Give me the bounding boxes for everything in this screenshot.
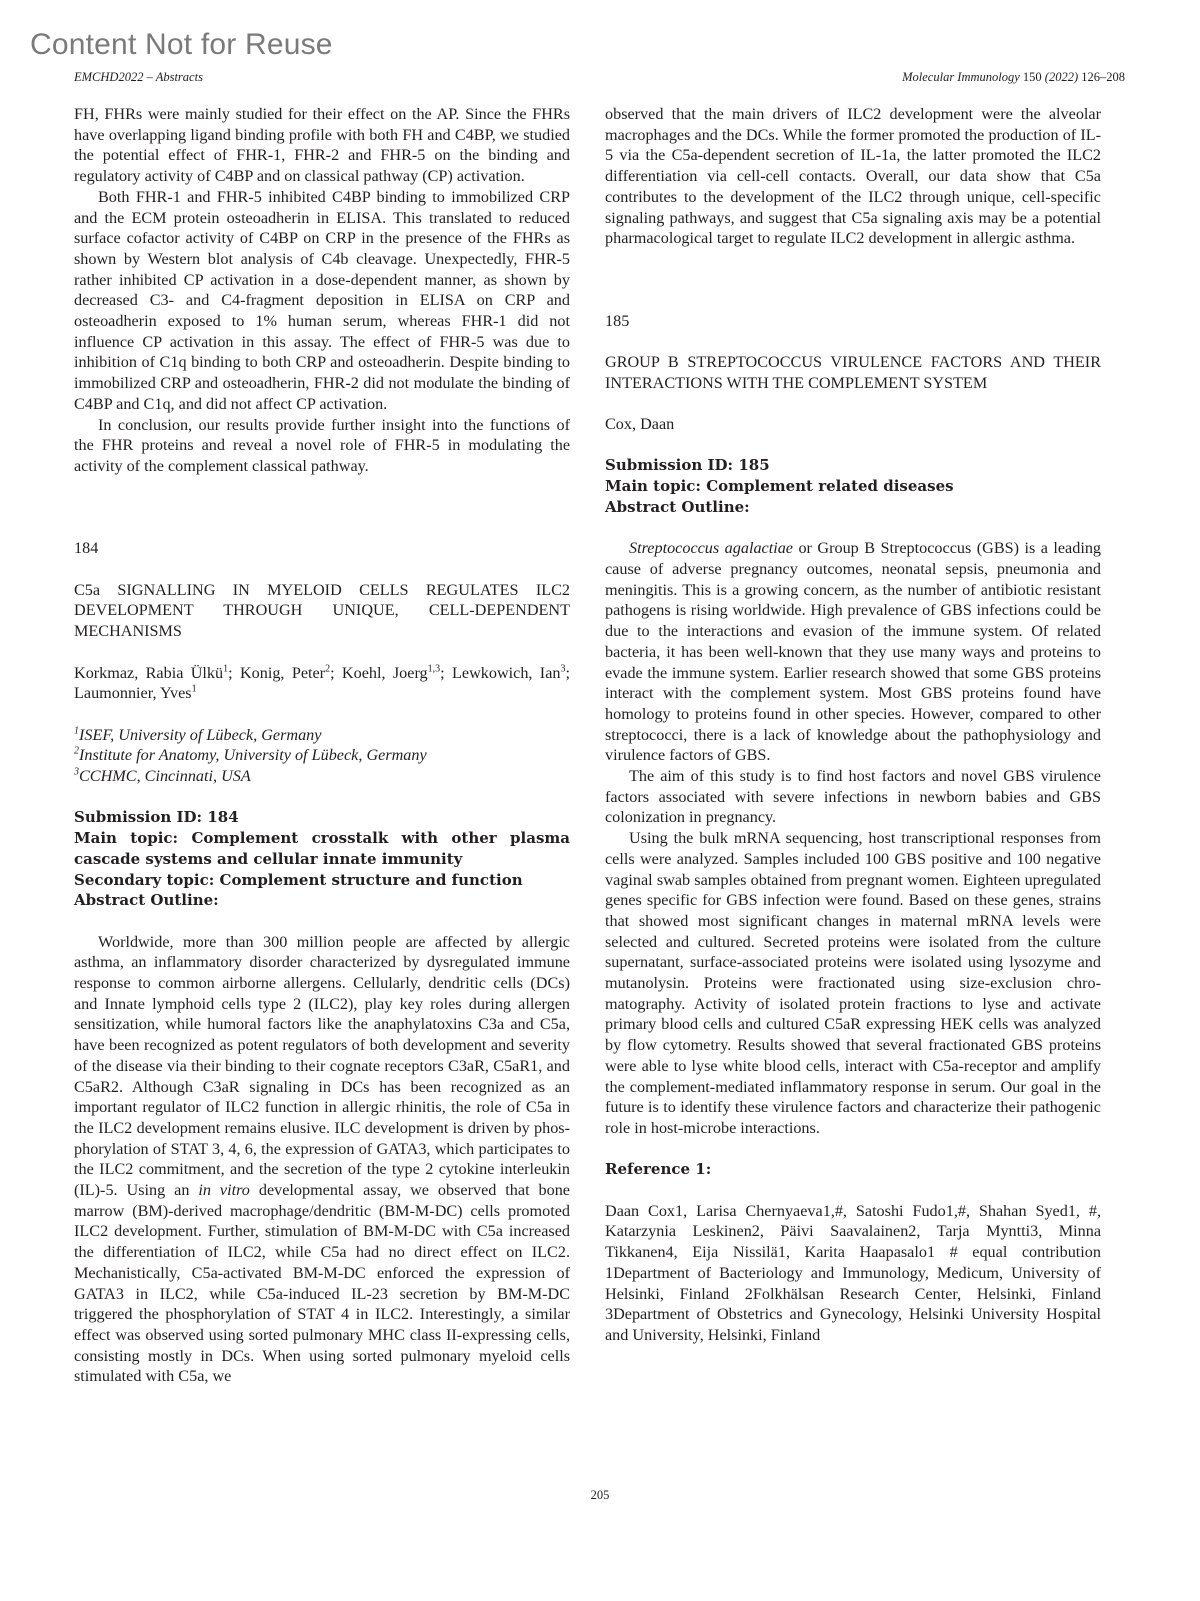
spacer <box>74 787 570 808</box>
spacer <box>74 911 570 932</box>
affiliation <box>74 745 570 766</box>
spacer <box>605 518 1101 539</box>
spacer <box>605 1139 1101 1160</box>
abstract-number: 184 <box>74 539 99 558</box>
spacer <box>605 290 1101 311</box>
watermark: Content Not for Reuse <box>30 28 333 61</box>
abstract-number: 185 <box>605 311 630 330</box>
abstract-body: Using the bulk mRNA sequencing, host transcriptional responses from cells were analyzed. Samples included 100 GBS positive and 100 negative vaginal swab samples obtained from pregnant women. Eighteen upregulated genes specific for GBS infection were found. Based on these genes, strains that showed most significant changes in maternal mRNA levels were selected and cultured. Secreted proteins were isolated from the culture supernatant, surface-associated proteins were isolated using lysozyme and mutanolysin. Proteins were fractionated using size-exclusion chromatography. Activity of isolated protein fractions to lyse and activate primary blood cells and cultured C5aR expressing HEK cells was analyzed by flow cytometry. Results showed that several fractionated GBS proteins were able to lyse white blood cells, interact with C5a-receptor and amplify the complement-mediated inflammatory response in serum. Our goal in the future is to identify these virulence factors and characterize their pathogenic role in host-microbe interactions. <box>605 829 1101 1137</box>
page-number: 205 <box>590 1488 610 1502</box>
author-affil-sup: 1 <box>223 663 229 675</box>
author: Koehl, Joerg <box>341 663 428 682</box>
affil-sup: 3 <box>74 766 79 778</box>
abstract-meta <box>605 455 1101 517</box>
author: Laumonnier, Yves <box>74 684 192 703</box>
left-column <box>74 104 570 1387</box>
affil-text: ISEF, University of Lübeck, Germany <box>79 725 322 744</box>
spacer <box>74 518 570 539</box>
continuation-paragraph: In conclusion, our results provide further insight into the functions of the FHR proteins and reveal a novel role of FHR-5 in modulating the activity of the complement classical pathway. <box>74 415 570 475</box>
author: Lewkowich, Ian <box>452 663 561 682</box>
journal-name: Molecular Immunology <box>902 70 1020 84</box>
author-list: Korkmaz, Rabia Ülkü$^1$; Konig, Peter$^2$; Koehl, Joerg$^{1,3}$; Lewkowich, Ian$^3$; Laumonnier, Yves$^1$ <box>74 663 570 703</box>
spacer <box>74 704 570 725</box>
spacer <box>605 249 1101 290</box>
author-affil-sup: 3 <box>560 663 566 675</box>
abstract-outline-label: Abstract Outline: <box>605 497 750 516</box>
author-list: Cox, Daan <box>605 415 675 434</box>
journal-pages: 126–208 <box>1081 70 1125 84</box>
author: Korkmaz, Rabia Ülkü <box>74 663 224 682</box>
abstract-title: C5a SIGNALLING IN MYELOID CELLS REGULATES ILC2 DEVELOPMENT THROUGH UNIQUE, CELL-DEPENDENT MECHANISMS <box>74 580 570 641</box>
spacer <box>605 393 1101 414</box>
abstract-outline-label: Abstract Outline: <box>74 891 219 910</box>
reference-text: Daan Cox1, Larisa Chernyaeva1,#, Satoshi Fudo1,#, Shahan Syed1, #, Katarzynia Leskinen2, Päivi Saavalainen2, Tarja Myntti3, Minna Tikkanen4, Eija Nissilä1, Karita Haapasalo1 # equal contribution 1Department of Bacteriology and Immunology, Medicum, University of Helsinki, Finland 2Folkhälsan Research Center, Helsinki, Finland 3Department of Obstetrics and Gynecology, Helsinki University Hospital and University, Helsinki, Finland <box>605 1201 1101 1344</box>
affil-sup: 1 <box>74 725 79 737</box>
spacer <box>74 559 570 580</box>
affiliation <box>74 766 570 787</box>
affil-text: CCHMC, Cincinnati, USA <box>79 767 251 786</box>
spacer <box>605 331 1101 352</box>
journal-volume: 150 <box>1022 70 1042 84</box>
main-topic: Main topic: Complement related diseases <box>605 477 954 496</box>
abstract-title: GROUP B STREPTOCOCCUS VIRULENCE FACTORS AND THEIR INTERACTIONS WITH THE COMPLEMENT SYSTEM <box>605 353 1101 392</box>
affil-text: Institute for Anatomy, University of Lübeck, Germany <box>79 746 427 765</box>
submission-id: Submission ID: 184 <box>74 808 239 827</box>
author: Konig, Peter <box>239 663 326 682</box>
abstract-body: Worldwide, more than 300 million people are affected by allergic asthma, an inflammatory disorder characterized by dysregulated immune response to common airborne allergens. Cellularly, dendritic cells (DCs) and Innate lymphoid cells type 2 (ILC2), play key roles during allergen sensitization, while humoral factors like the anaphylatoxins C3a and C5a, have been recognized as potent regulators of both development and severity of the disease via their binding to their cognate receptors C3aR, C5aR1, and C5aR2. Although C3aR signaling in DCs has been recognized as an important regulator of ILC2 function in allergic rhinitis, the role of C5a in the ILC2 development remains elusive. ILC development is driven by phosphorylation of STAT 3, 4, 6, the expression of GATA3, which participates to the ILC2 commitment, and the secretion of the type 2 cytokine interleukin (IL)-5. Using an in vitro developmental assay, we observed that bone marrow (BM)-derived macrophage/dendritic (BM-M-DC) cells promoted ILC2 development. Further, stimulation of BM-M-DC with C5a increased the differentiation of ILC2, while C5a had no direct effect on ILC2. Mechanistically, C5a-activated BM-M-DC enforced the expression of GATA3 in ILC2, while C5a-induced IL-23 secretion by BM-M-DC triggered the phosphorylation of STAT 4 in ILC2. Interestingly, a similar effect was observed using sorted pulmonary MHC class II-expressing cells, consisting mostly in DCs. When using sorted pulmonary myeloid cells stimulated with C5a, we <box>74 932 570 1386</box>
abstract-body: Streptococcus agalactiae or Group B Streptococcus (GBS) is a leading cause of adverse pregnancy outcomes, neonatal sepsis, pneumonia and meningitis. This is a growing concern, as the number of antibiotic resistant pathogens is rising worldwide. High prevalence of GBS infections could be due to the interactions and evasion of the immune system. Of related bacteria, it has been well-known that they use many ways and proteins to evade the immune system. Earlier research showed that some GBS proteins interact with the complement system. Most GBS proteins found have homology to proteins found in other species. However, compared to other streptococci, there is a lack of knowledge about the pathophysiology and virulence factors of GBS. <box>605 539 1102 765</box>
spacer <box>605 1180 1101 1201</box>
spacer <box>74 642 570 663</box>
continuation-paragraph: FH, FHRs were mainly studied for their effect on the AP. Since the FHRs have overlapping ligand binding profile with both FH and C4BP, we studied the potential effect of FHR-1, FHR-2 and FHR-5 on the binding and regulatory activity of C4BP and on classical pathway (CP) activation. <box>74 105 570 186</box>
author-affil-sup: 2 <box>325 663 331 675</box>
author-affil-sup: 1 <box>191 683 197 695</box>
running-header-left: EMCHD2022 – Abstracts <box>74 70 203 84</box>
journal-year: (2022) <box>1044 70 1079 84</box>
secondary-topic: Secondary topic: Complement structure and function <box>74 870 523 889</box>
continuation-paragraph: observed that the main drivers of ILC2 development were the alveolar macrophages and the DCs. While the former promoted the production of IL-5 via the C5a-dependent secretion of IL-1a, the latter promoted the ILC2 differentiation via cell-cell contacts. Overall, our data show that C5a contributes to the development of the ILC2 through unique, cell-specific signaling pathways, and suggest that C5a signaling axis may be a potential pharmacological target to regulate ILC2 development in allergic asthma. <box>605 105 1101 248</box>
running-header-right <box>902 70 1125 85</box>
right-column <box>605 104 1101 1346</box>
spacer <box>605 435 1101 456</box>
abstract-body: The aim of this study is to find host factors and novel GBS virulence factors associated with severe infections in newborn babies and GBS colonization in pregnancy. <box>605 767 1101 827</box>
affil-sup: 2 <box>74 745 79 757</box>
spacer <box>74 477 570 518</box>
affiliation <box>74 725 570 746</box>
author-affil-sup: 1,3 <box>427 663 441 675</box>
continuation-paragraph: Both FHR-1 and FHR-5 inhibited C4BP binding to immobilized CRP and the ECM protein osteoadherin in ELISA. This translated to reduced surface cofactor activity of C4BP on CRP in the presence of the FHRs as shown by Western blot analysis of C4b cleavage. Unexpectedly, FHR-5 rather inhibited CP activation in a dose-dependent manner, as shown by decreased C3- and C4-fragment deposition in ELISA on CRP and osteoadherin exposed to 1% human serum, whereas FHR-1 did not influence CP activation in this assay. The effect of FHR-5 was due to inhibition of C1q binding to both CRP and osteoadherin. Despite binding to immobilized CRP and osteoadherin, FHR-2 did not modulate the binding of C4BP and C1q, and did not affect CP activation. <box>74 187 570 413</box>
reference-heading: Reference 1: <box>605 1160 712 1179</box>
main-topic: Main topic: Complement crosstalk with other plasma cascade systems and cellular innate immunity <box>74 829 570 868</box>
abstract-meta <box>74 807 570 911</box>
submission-id: Submission ID: 185 <box>605 456 770 475</box>
